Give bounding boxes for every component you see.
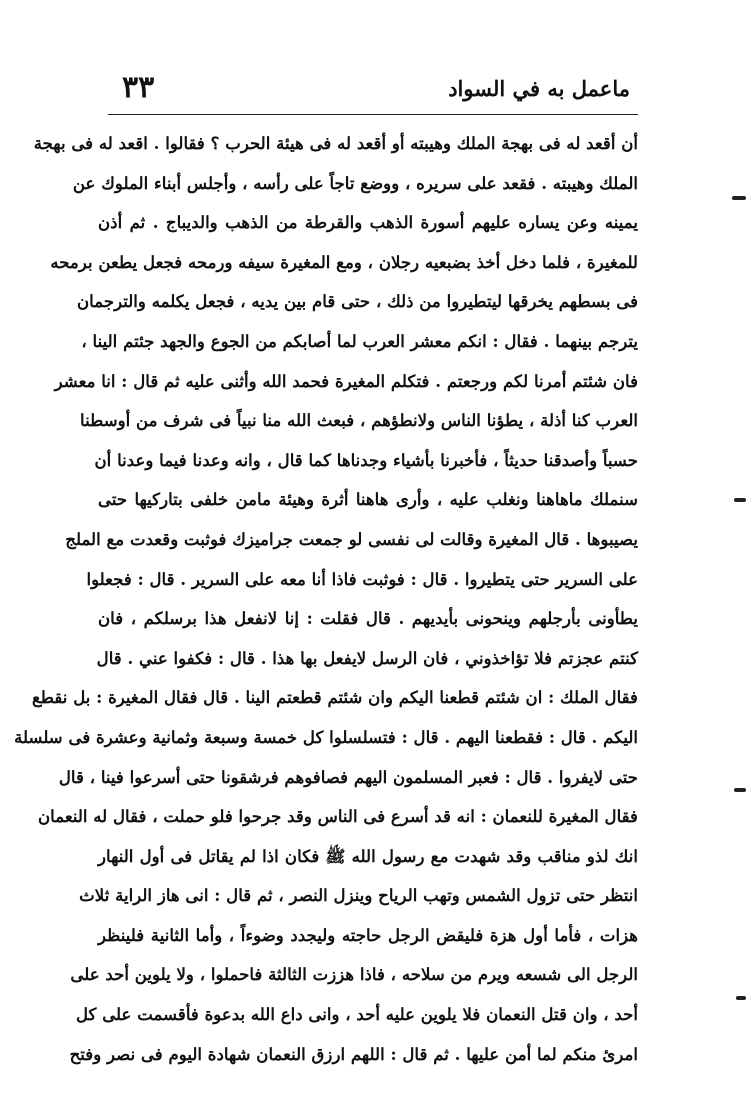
text-line: كنتم عجزتم فلا تؤاخذوني ، فان الرسل لايفعل بها هذا . قال : فكفوا عني . قال	[96, 647, 638, 668]
text-line: للمغيرة ، فلما دخل أخذ بضبعيه رجلان ، ومع المغيرة سيفه ورمحه فجعل يطعن برمحه	[50, 251, 638, 272]
page-header	[108, 70, 638, 110]
text-line: أن أقعد له فى بهجة الملك وهيبته أو أقعد له فى هيئة الحرب ؟ فقالوا . اقعد له فى بهجة	[33, 133, 638, 153]
text-line: الرجل الى شسعه ويرم من سلاحه ، فاذا هززت الثالثة فاحملوا ، ولا يلوين أحد على	[70, 964, 638, 985]
text-line: أحد ، وان قتل النعمان فلا يلوين عليه أحد ، وانى داع الله بدعوة فأقسمت على كل	[75, 1004, 638, 1025]
text-line: يطأونى بأرجلهم وينحونى بأيديهم . قال فقلت : إنا لانفعل هذا برسلكم ، فان	[98, 608, 638, 629]
text-line: فقال المغيرة للنعمان : انه قد أسرع فى الناس وقد جرحوا فلو حملت ، فقال له النعمان	[37, 806, 638, 827]
text-line: الملك وهيبته . فقعد على سريره ، ووضع تاجاً على رأسه ، وأجلس أبناء الملوك عن	[72, 172, 638, 193]
text-line: انتظر حتى تزول الشمس وتهب الرياح وينزل النصر ، ثم قال : انى هاز الراية ثلاث	[79, 885, 638, 906]
text-line: يصيبوها . قال المغيرة وقالت لى نفسى لو جمعت جراميزك فوثبت وقعدت مع الملج	[65, 528, 638, 549]
text-line: فى بسطهم يخرقها ليتطيروا من ذلك ، حتى قام بين يديه ، فجعل يكلمه والترجمان	[77, 291, 638, 312]
text-line: يترجم بينهما . فقال : انكم معشر العرب لما أصابكم من الجوع والجهد جئتم الينا ،	[81, 330, 638, 351]
margin-mark	[736, 996, 746, 1000]
text-line: فان شئتم أمرنا لكم ورجعتم . فتكلم المغيرة فحمد الله وأثنى عليه ثم قال : انا معشر	[54, 370, 638, 391]
running-title: ماعمل به في السواد	[448, 76, 630, 101]
text-line: فقال الملك : ان شئتم قطعنا اليكم وان شئتم قطعتم الينا . قال فقال المغيرة : بل نقطع	[31, 687, 638, 708]
text-line: حسباً وأصدقنا حديثاً ، فأخبرنا بأشياء وجدناها كما قال ، وانه وعدنا فيما وعدنا أن	[94, 449, 638, 470]
margin-mark	[734, 498, 746, 502]
text-line: امرئ منكم لما أمن عليها . ثم قال : اللهم ارزق النعمان شهادة اليوم فى نصر وفتح	[69, 1043, 638, 1064]
text-line: على السرير حتى يتطيروا . قال : فوثبت فاذا أنا معه على السرير . قال : فجعلوا	[86, 568, 638, 589]
text-line: يمينه وعن يساره عليهم أسورة الذهب والقرطة من الذهب والديباج . ثم أذن	[98, 212, 638, 233]
text-line: سنملك ماهاهنا ونغلب عليه ، وأرى هاهنا أثرة وهيئة مامن خلفى بتاركيها حتى	[98, 489, 638, 510]
margin-mark	[732, 196, 746, 200]
text-line: هزات ، فأما أول هزة فليقض الرجل حاجته وليجدد وضوءاً ، وأما الثانية فلينظر	[98, 924, 638, 945]
text-line: حتى لايفروا . قال : فعبر المسلمون اليهم فصافوهم فرشقونا حتى أسرعوا فينا ، قال	[58, 766, 638, 787]
text-line: اليكم . قال : فقطعنا اليهم . قال : فتسلسلوا كل خمسة وسبعة وثمانية وعشرة فى سلسلة	[14, 726, 638, 747]
page-number: ٣٣	[122, 70, 155, 105]
margin-mark	[734, 788, 746, 792]
header-rule	[108, 114, 638, 115]
body-text	[14, 124, 638, 1074]
text-line: انك لذو مناقب وقد شهدت مع رسول الله ﷺ فكان اذا لم يقاتل فى أول النهار	[98, 845, 638, 866]
text-line: العرب كنا أذلة ، يطؤنا الناس ولانطؤهم ، فبعث الله منا نبياً فى شرف من أوسطنا	[80, 410, 638, 431]
